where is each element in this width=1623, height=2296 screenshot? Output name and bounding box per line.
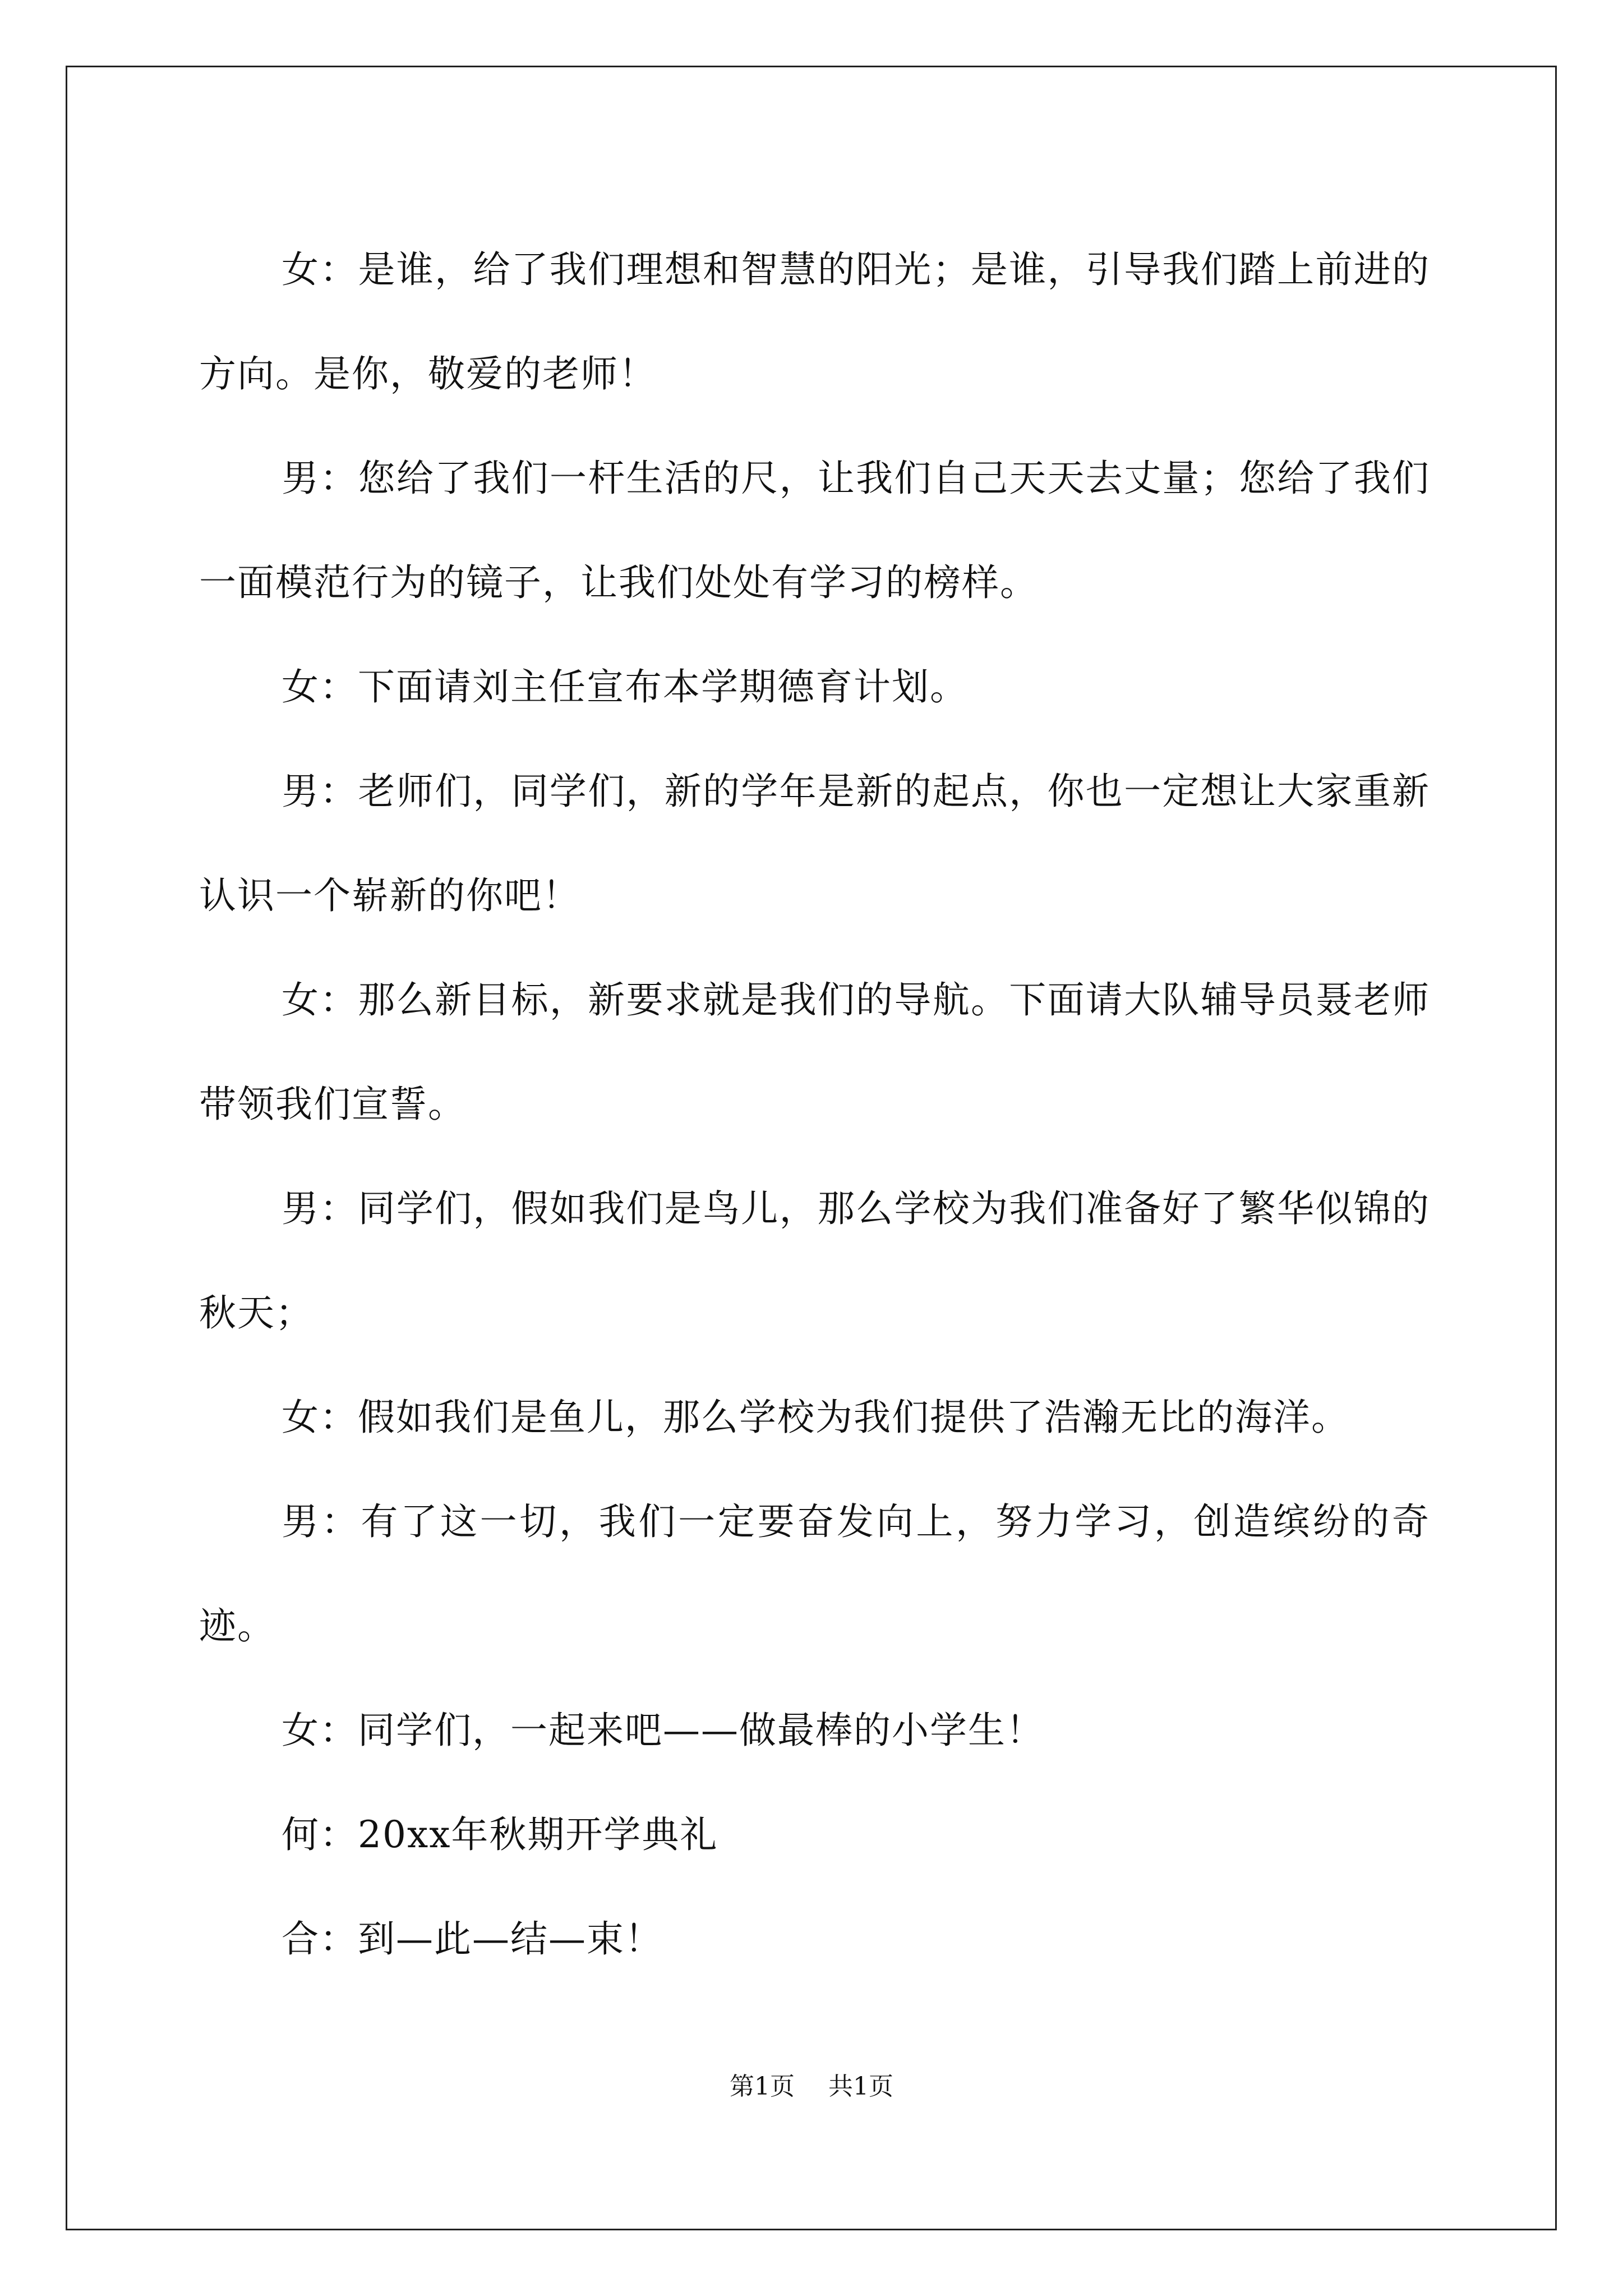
- document-body: [199, 218, 1430, 1991]
- paragraph: 何：20xx年秋期开学典礼: [282, 1813, 718, 1856]
- paragraph: 男：老师们，同学们，新的学年是新的起点，你也一定想让大家重新认识一个崭新的你吧！: [199, 770, 1430, 917]
- page-number-total: 共1页: [828, 2072, 893, 2101]
- paragraph: 女：下面请刘主任宣布本学期德育计划。: [282, 665, 968, 708]
- paragraph: 女：假如我们是鱼儿，那么学校为我们提供了浩瀚无比的海洋。: [282, 1396, 1349, 1439]
- paragraph: 男：您给了我们一杆生活的尺，让我们自己天天去丈量；您给了我们一面模范行为的镜子，让我们处处有学习的榜样。: [199, 457, 1430, 604]
- page-number-current: 第1页: [730, 2072, 795, 2101]
- page-footer: [0, 2070, 1623, 2104]
- paragraph: 男：有了这一切，我们一定要奋发向上，努力学习，创造缤纷的奇迹。: [199, 1500, 1430, 1648]
- paragraph: 女：是谁，给了我们理想和智慧的阳光；是谁，引导我们踏上前进的方向。是你，敬爱的老师！: [199, 248, 1430, 395]
- paragraph: 女：同学们，一起来吧——做最棒的小学生！: [282, 1709, 1044, 1752]
- paragraph: 女：那么新目标，新要求就是我们的导航。下面请大队辅导员聂老师带领我们宣誓。: [199, 978, 1430, 1126]
- paragraph: 合：到—此—结—束！: [282, 1917, 663, 1961]
- paragraph: 男：同学们，假如我们是鸟儿，那么学校为我们准备好了繁华似锦的秋天；: [199, 1187, 1430, 1335]
